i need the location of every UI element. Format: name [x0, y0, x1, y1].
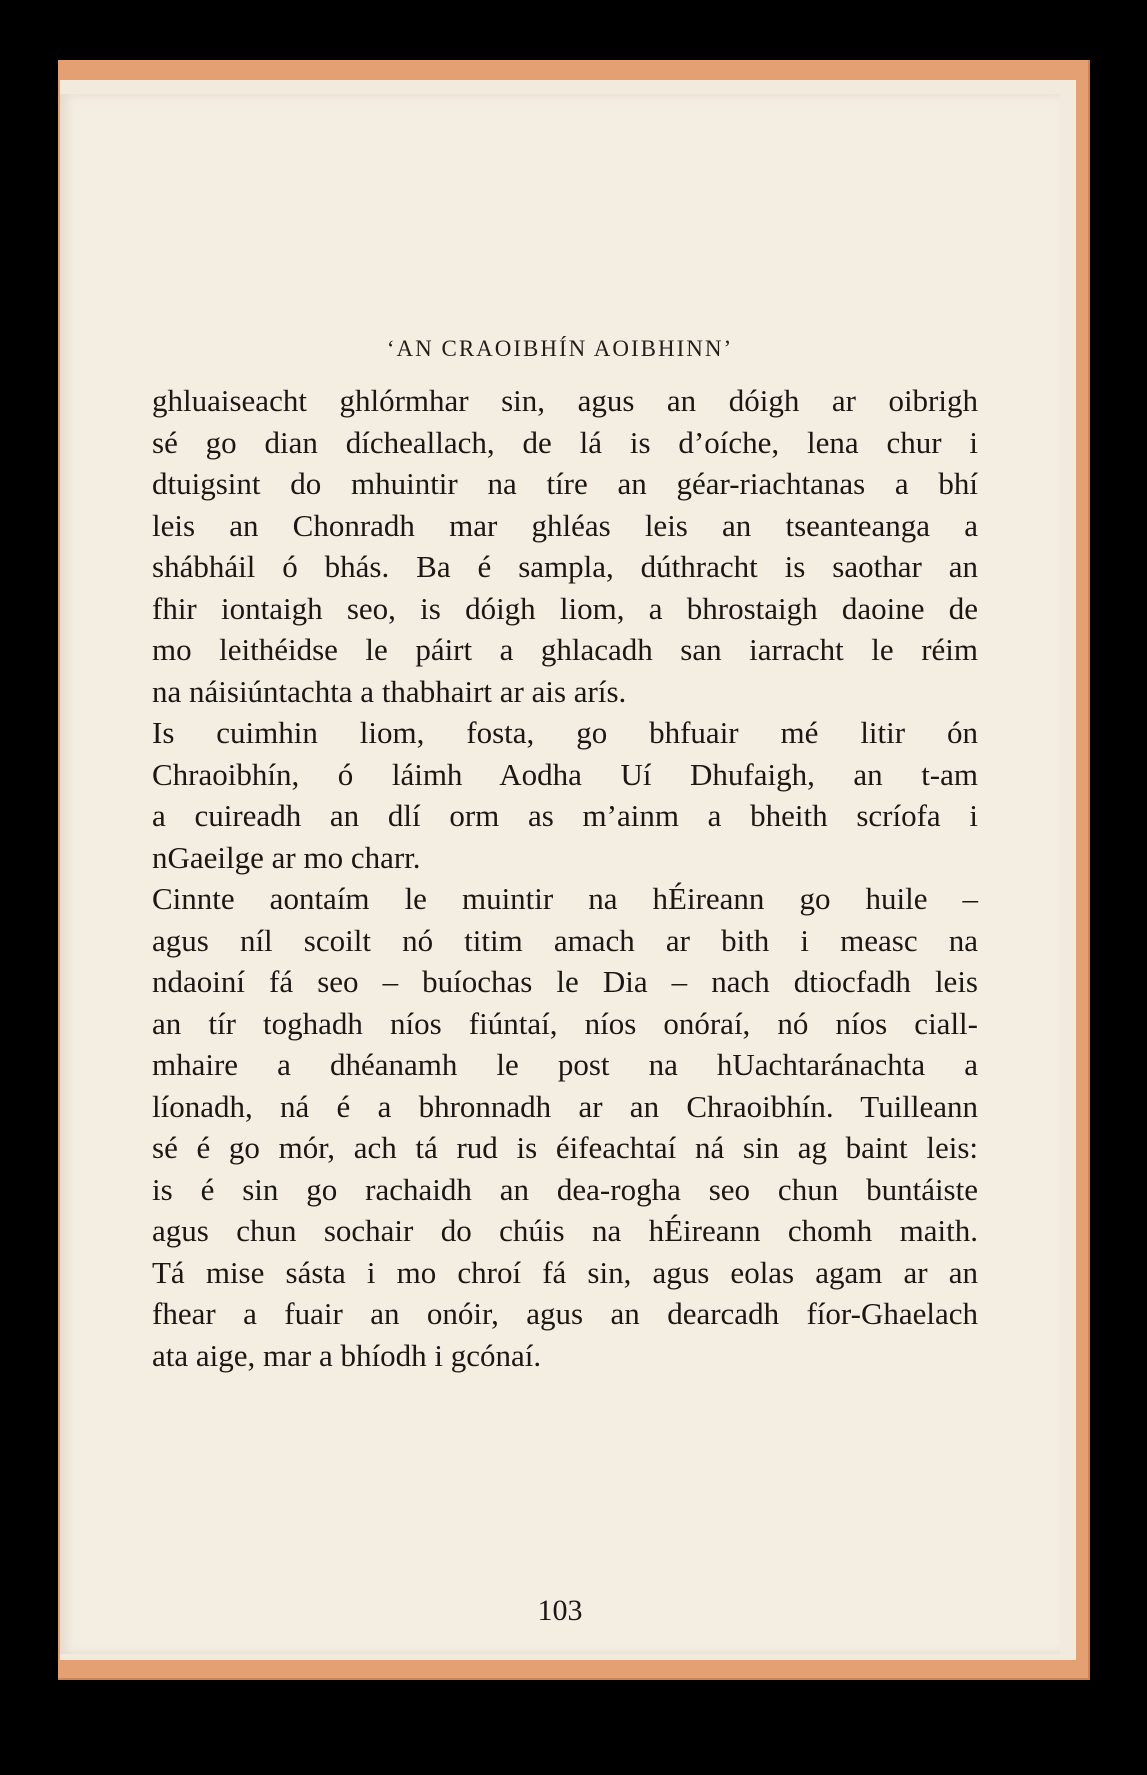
text-line: Tá mise sásta i mo chroí fá sin, agus eolas agam ar an: [152, 1254, 978, 1290]
text-line: a cuireadh an dlí orm as m’ainm a bheith scríofa i: [152, 798, 978, 833]
text-line: shábháil ó bhás. Ba é sampla, dúthracht is saothar an: [152, 549, 978, 584]
text-line: ata aige, mar a bhíodh i gcónaí.: [152, 1337, 542, 1373]
text-line: líonadh, ná é a bhronnadh ar an Chraoibhín. Tuilleann: [152, 1088, 978, 1124]
text-line: fhear a fuair an onóir, agus an dearcadh fíor-Ghaelach: [152, 1296, 978, 1331]
text-line: leis an Chonradh mar ghléas leis an tseanteanga a: [152, 507, 978, 543]
page-number: 103: [537, 1594, 583, 1627]
text-line: Is cuimhin liom, fosta, go bhfuair mé litir ón: [152, 715, 978, 750]
running-head: ‘AN CRAOIBHÍN AOIBHINN’: [386, 336, 734, 361]
text-line: agus chun sochair do chúis na hÉireann chomh maith.: [152, 1213, 978, 1248]
text-line: Cinnte aontaím le muintir na hÉireann go huile –: [152, 881, 978, 916]
text-line: an tír toghadh níos fiúntaí, níos onóraí, nó níos ciall-: [152, 1005, 978, 1041]
text-line: agus níl scoilt nó titim amach ar bith i measc na: [152, 922, 978, 958]
text-line: Chraoibhín, ó láimh Aodha Uí Dhufaigh, an t-am: [152, 756, 978, 792]
text-line: sé go dian dícheallach, de lá is d’oíche, lena chur i: [152, 424, 978, 460]
book-page: [60, 94, 1060, 1654]
body-text: [152, 380, 978, 1376]
text-line: dtuigsint do mhuintir na tíre an géar-riachtanas a bhí: [152, 466, 978, 501]
text-line: ghluaiseacht ghlórmhar sin, agus an dóigh ar oibrigh: [152, 383, 978, 418]
text-line: is é sin go rachaidh an dea-rogha seo chun buntáiste: [152, 1171, 978, 1207]
text-line: nGaeilge ar mo charr.: [152, 839, 421, 875]
text-line: na náisiúntachta a thabhairt ar ais arís.: [152, 673, 627, 709]
text-line: sé é go mór, ach tá rud is éifeachtaí ná sin ag baint leis:: [152, 1130, 978, 1165]
text-line: mhaire a dhéanamh le post na hUachtaránachta a: [152, 1047, 978, 1082]
text-line: ndaoiní fá seo – buíochas le Dia – nach dtiocfadh leis: [152, 964, 978, 999]
text-line: mo leithéidse le páirt a ghlacadh san iarracht le réim: [152, 632, 978, 667]
text-line: fhir iontaigh seo, is dóigh liom, a bhrostaigh daoine de: [152, 590, 978, 626]
